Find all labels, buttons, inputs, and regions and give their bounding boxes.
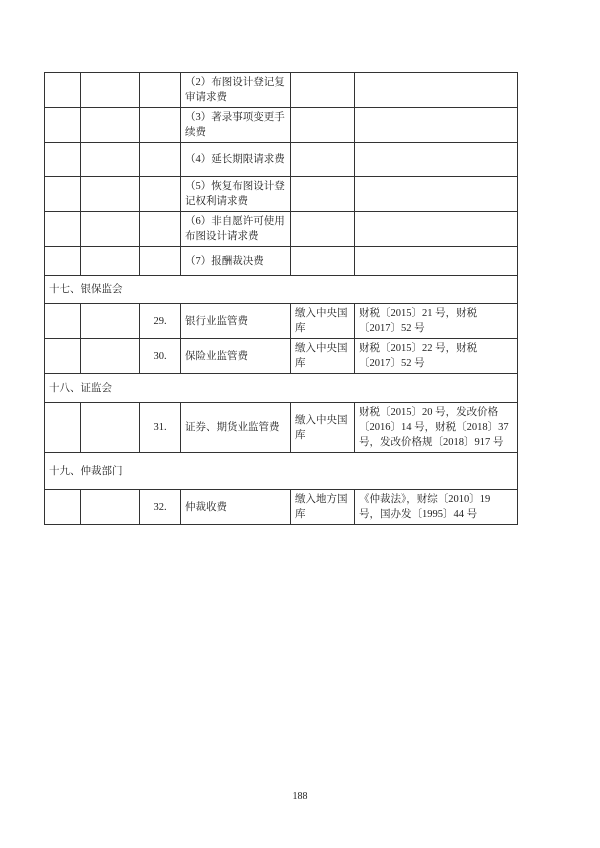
empty-cell: [81, 403, 140, 453]
empty-cell: [291, 212, 355, 247]
section-heading: 十八、证监会: [45, 374, 518, 403]
empty-cell: [291, 73, 355, 108]
section-row: [45, 453, 518, 490]
empty-cell: [140, 143, 181, 177]
basis-cell: 财税〔2015〕22 号，财税〔2017〕52 号: [355, 339, 518, 374]
empty-cell: [45, 403, 81, 453]
table-row: [45, 339, 518, 374]
empty-cell: [355, 177, 518, 212]
fee-item-cell: （5）恢复布图设计登记权利请求费: [181, 177, 291, 212]
destination-cell: 缴入中央国库: [291, 403, 355, 453]
row-number: 32.: [140, 490, 181, 525]
section-row: [45, 276, 518, 304]
empty-cell: [81, 177, 140, 212]
empty-cell: [140, 247, 181, 276]
row-number: 29.: [140, 304, 181, 339]
empty-cell: [45, 247, 81, 276]
fee-item-cell: （2）布图设计登记复审请求费: [181, 73, 291, 108]
empty-cell: [45, 73, 81, 108]
empty-cell: [355, 143, 518, 177]
table-row: [45, 490, 518, 525]
empty-cell: [45, 304, 81, 339]
fee-item-cell: （6）非自愿许可使用布图设计请求费: [181, 212, 291, 247]
row-number: 30.: [140, 339, 181, 374]
empty-cell: [81, 247, 140, 276]
empty-cell: [81, 339, 140, 374]
fee-item-cell: 仲裁收费: [181, 490, 291, 525]
empty-cell: [81, 490, 140, 525]
empty-cell: [355, 247, 518, 276]
destination-cell: 缴入中央国库: [291, 304, 355, 339]
empty-cell: [45, 143, 81, 177]
table-row: [45, 73, 518, 108]
table-row: [45, 108, 518, 143]
fee-item-cell: 银行业监管费: [181, 304, 291, 339]
empty-cell: [291, 143, 355, 177]
empty-cell: [140, 212, 181, 247]
empty-cell: [81, 212, 140, 247]
row-number: 31.: [140, 403, 181, 453]
page-number: 188: [292, 791, 308, 802]
empty-cell: [291, 177, 355, 212]
empty-cell: [291, 247, 355, 276]
empty-cell: [355, 108, 518, 143]
section-row: [45, 374, 518, 403]
empty-cell: [45, 108, 81, 143]
fee-item-cell: （4）延长期限请求费: [181, 143, 291, 177]
empty-cell: [81, 143, 140, 177]
fee-item-cell: （3）著录事项变更手续费: [181, 108, 291, 143]
table-row: [45, 177, 518, 212]
empty-cell: [355, 73, 518, 108]
table-row: [45, 143, 518, 177]
fee-item-cell: （7）报酬裁决费: [181, 247, 291, 276]
empty-cell: [355, 212, 518, 247]
table-row: [45, 304, 518, 339]
table-row: [45, 403, 518, 453]
empty-cell: [81, 73, 140, 108]
empty-cell: [45, 212, 81, 247]
empty-cell: [140, 73, 181, 108]
fee-table: [44, 72, 518, 525]
fee-item-cell: 保险业监管费: [181, 339, 291, 374]
basis-cell: 财税〔2015〕20 号，发改价格〔2016〕14 号，财税〔2018〕37 号，发改价格规〔2018〕917 号: [355, 403, 518, 453]
empty-cell: [45, 177, 81, 212]
destination-cell: 缴入中央国库: [291, 339, 355, 374]
empty-cell: [140, 177, 181, 212]
basis-cell: 《仲裁法》，财综〔2010〕19 号，国办发〔1995〕44 号: [355, 490, 518, 525]
empty-cell: [45, 490, 81, 525]
table-row: [45, 247, 518, 276]
table-row: [45, 212, 518, 247]
destination-cell: 缴入地方国库: [291, 490, 355, 525]
empty-cell: [140, 108, 181, 143]
empty-cell: [81, 304, 140, 339]
empty-cell: [291, 108, 355, 143]
empty-cell: [45, 339, 81, 374]
section-heading: 十九、仲裁部门: [45, 453, 518, 490]
section-heading: 十七、银保监会: [45, 276, 518, 304]
fee-item-cell: 证券、期货业监管费: [181, 403, 291, 453]
basis-cell: 财税〔2015〕21 号，财税〔2017〕52 号: [355, 304, 518, 339]
empty-cell: [81, 108, 140, 143]
